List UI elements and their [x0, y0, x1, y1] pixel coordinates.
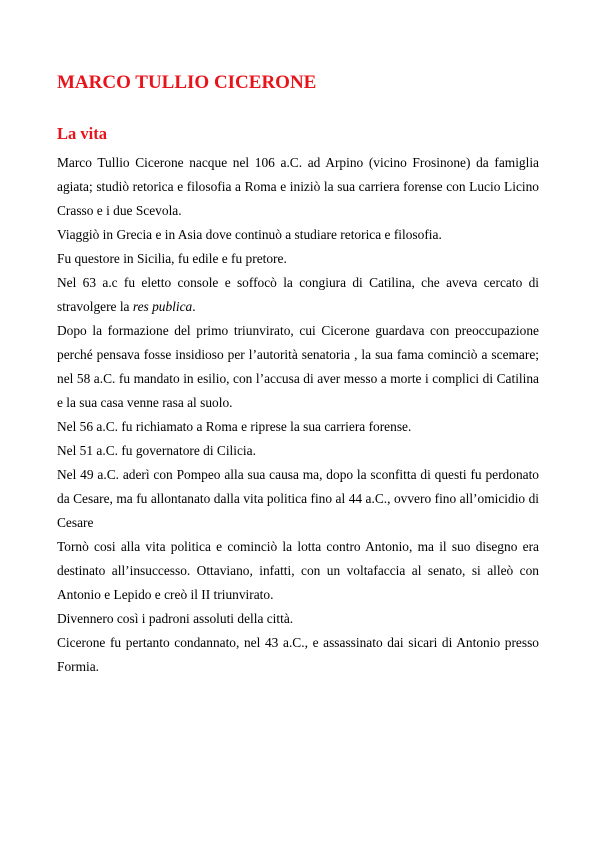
document-body [57, 151, 539, 679]
paragraph-death: Cicerone fu pertanto condannato, nel 43 a.C., e assassinato dai sicari di Antonio presso Formia. [57, 635, 539, 674]
paragraph-pompeo: Nel 49 a.C. aderì con Pompeo alla sua causa ma, dopo la sconfitta di questi fu perdonato da Cesare, ma fu allontanato dalla vita politica fino al 44 a.C., ovvero fino all’omicidio di Cesare [57, 467, 539, 530]
section-heading: La vita [57, 124, 107, 143]
paragraph-cilicia: Nel 51 a.C. fu governatore di Cilicia. [57, 443, 256, 458]
paragraph-antonio: Tornò cosi alla vita politica e cominciò la lotta contro Antonio, ma il suo disegno era destinato all’insuccesso. Ottaviano, infatti, con un voltafaccia al senato, si alleò con Antonio e Lepido e creò il II triunvirato. [57, 539, 539, 602]
document-title: MARCO TULLIO CICERONE [57, 72, 317, 93]
paragraph-consulship [57, 271, 539, 319]
paragraph-padroni: Divennero così i padroni assoluti della città. [57, 611, 294, 626]
res-publica-italic: res publica [132, 299, 193, 314]
paragraph-exile: Dopo la formazione del primo triunvirato, cui Cicerone guardava con preoccupazione perché pensava fosse insidioso per l’autorità senatoria , la sua fama cominciò a scemare; nel 58 a.C. fu mandato in esilio, con l’accusa di aver messo a morte i complici di Catilina e la sua casa venne rasa al suolo. [57, 323, 539, 410]
paragraph-travels: Viaggiò in Grecia e in Asia dove continuò a studiare retorica e filosofia. [57, 227, 442, 242]
paragraph-offices: Fu questore in Sicilia, fu edile e fu pretore. [57, 251, 287, 266]
consulship-text: Nel 63 a.c fu eletto console e soffocò la congiura di Catilina, che aveva cercato di stravolgere la [57, 275, 539, 314]
paragraph-return: Nel 56 a.C. fu richiamato a Roma e riprese la sua carriera forense. [57, 419, 412, 434]
consulship-period: . [192, 299, 196, 314]
paragraph-birth: Marco Tullio Cicerone nacque nel 106 a.C. ad Arpino (vicino Frosinone) da famiglia agiata; studiò retorica e filosofia a Roma e iniziò la sua carriera forense con Lucio Licino Crasso e i due Scevola. [57, 155, 539, 218]
